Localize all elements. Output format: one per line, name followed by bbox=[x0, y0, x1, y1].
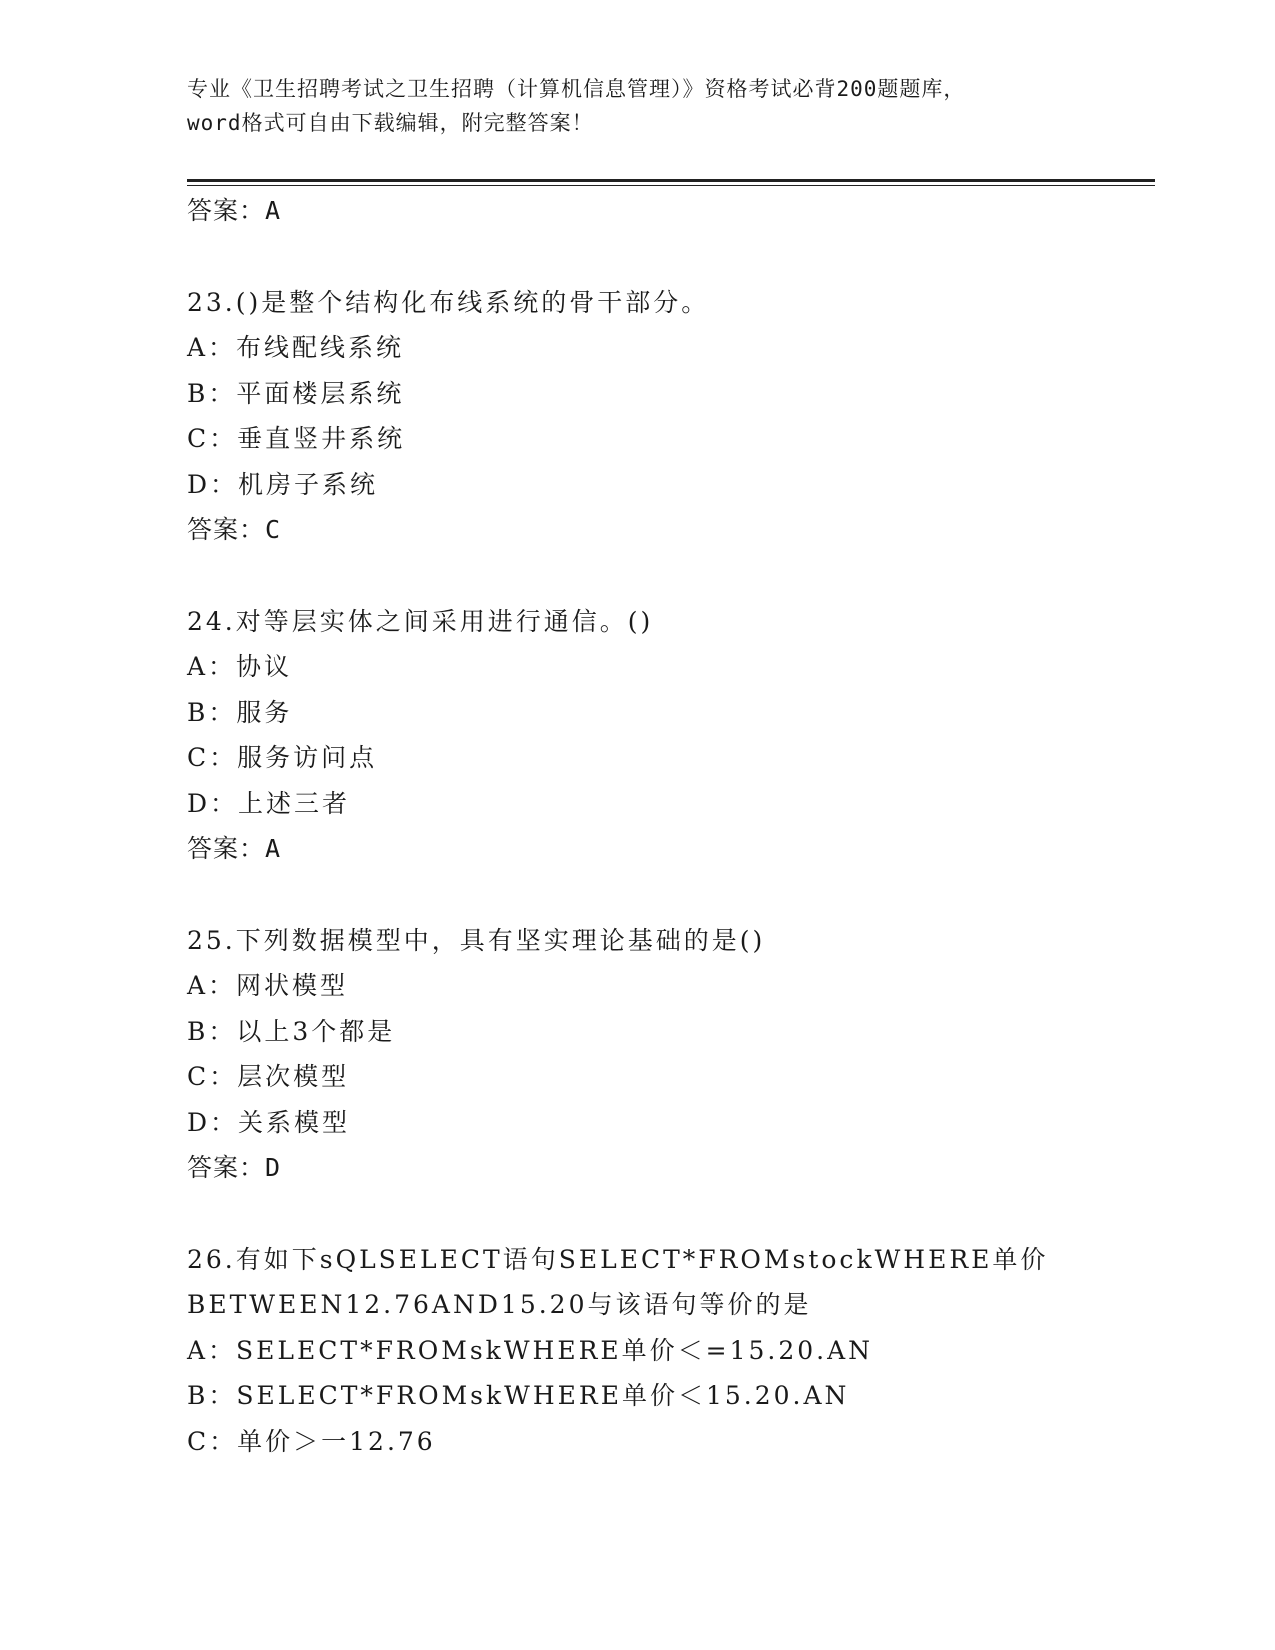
option-b: B：以上3个都是 bbox=[187, 1016, 396, 1046]
document-page bbox=[187, 0, 1157, 1650]
answer-line: 答案：A bbox=[187, 834, 282, 863]
option-c: C：单价＞一12.76 bbox=[187, 1426, 436, 1456]
question-stem: 25.下列数据模型中，具有坚实理论基础的是() bbox=[187, 925, 766, 955]
option-a: A：协议 bbox=[187, 652, 293, 681]
option-c: C：垂直竖井系统 bbox=[187, 424, 406, 453]
answer-line: 答案：A bbox=[187, 196, 282, 225]
option-a: A：布线配线系统 bbox=[187, 333, 405, 362]
option-d: D：上述三者 bbox=[187, 788, 351, 818]
question-26 bbox=[187, 1237, 1155, 1465]
question-stem: 23.()是整个结构化布线系统的骨干部分。 bbox=[187, 287, 710, 317]
question-23 bbox=[187, 280, 1155, 553]
question-stem-line-1: 26.有如下sQLSELECT语句SELECT*FROMstockWHERE单价 bbox=[187, 1244, 1049, 1274]
option-b: B：平面楼层系统 bbox=[187, 378, 405, 408]
header-line-2: word格式可自由下载编辑，附完整答案！ bbox=[187, 111, 594, 135]
option-d: D：关系模型 bbox=[187, 1107, 351, 1137]
header-rule-thin bbox=[187, 185, 1155, 186]
question-stem-line-2: BETWEEN12.76AND15.20与该语句等价的是 bbox=[187, 1290, 812, 1319]
answer-line: 答案：D bbox=[187, 1153, 282, 1182]
question-24 bbox=[187, 599, 1155, 872]
option-d: D：机房子系统 bbox=[187, 469, 379, 499]
question-list bbox=[187, 188, 1155, 1464]
header-rule bbox=[187, 179, 1155, 182]
option-a: A：网状模型 bbox=[187, 971, 349, 1000]
question-25 bbox=[187, 918, 1155, 1191]
question-stem: 24.对等层实体之间采用进行通信。() bbox=[187, 606, 654, 636]
option-b: B：SELECT*FROMskWHERE单价＜15.20.AN bbox=[187, 1381, 850, 1410]
answer-line: 答案：C bbox=[187, 515, 282, 544]
header-line-1: 专业《卫生招聘考试之卫生招聘（计算机信息管理）》资格考试必背200题题库， bbox=[187, 77, 966, 101]
option-c: C：层次模型 bbox=[187, 1062, 350, 1091]
option-c: C：服务访问点 bbox=[187, 743, 378, 772]
option-a: A：SELECT*FROMskWHERE单价＜=15.20.AN bbox=[187, 1335, 874, 1365]
document-header bbox=[187, 72, 1087, 140]
option-b: B：服务 bbox=[187, 697, 293, 727]
